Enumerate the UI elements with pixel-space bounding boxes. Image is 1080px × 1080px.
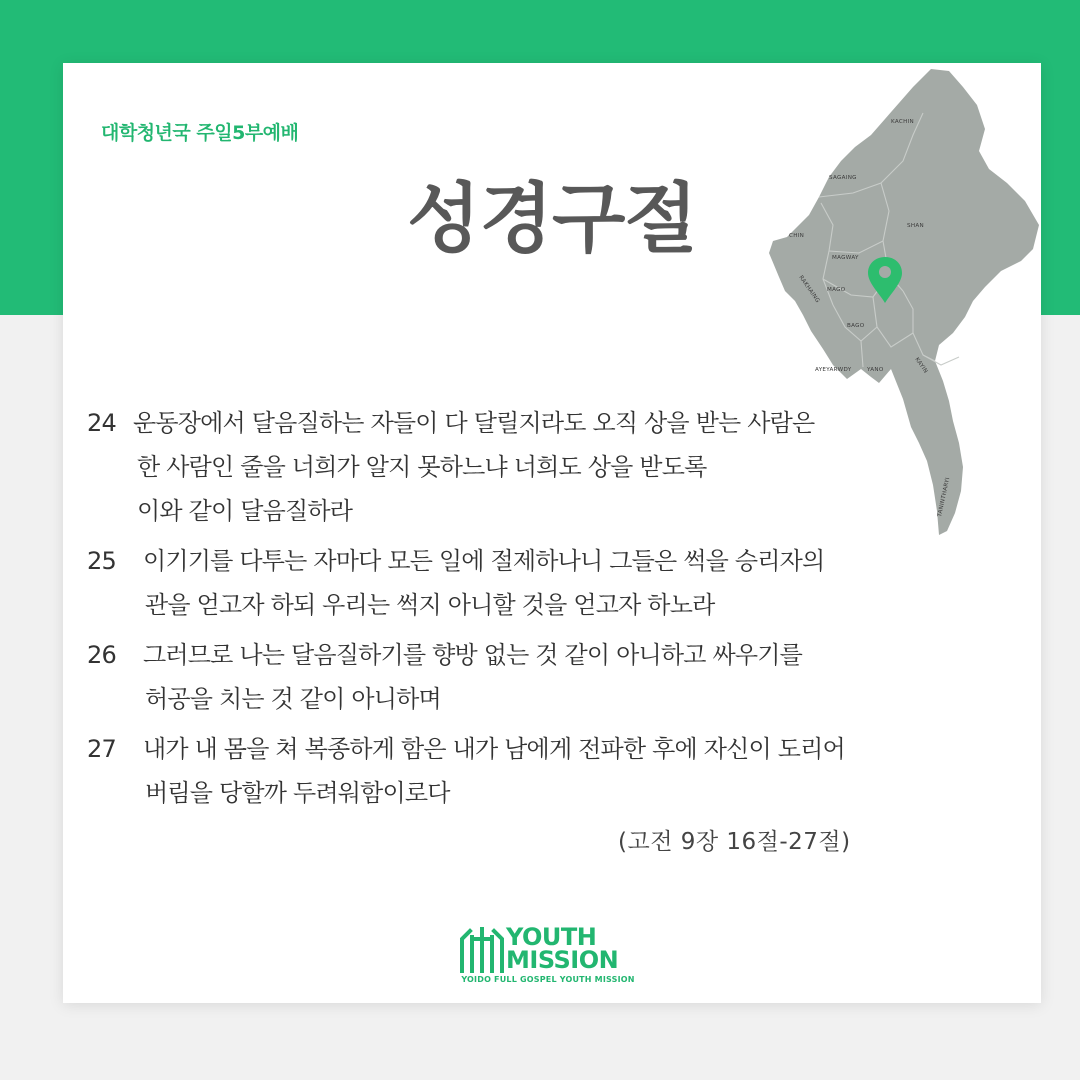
verse-25 [87, 539, 1007, 627]
verse-text-line: 관을 얻고자 하되 우리는 썩지 아니할 것을 얻고자 하노라 [145, 591, 715, 619]
map-label-mago: MAGO [827, 287, 846, 293]
map-label-sagaing: SAGAING [829, 175, 857, 181]
service-label: 대학청년국 주일5부예배 [101, 122, 299, 144]
verse-text-line: 한 사람인 줄을 너희가 알지 못하느냐 너희도 상을 받도록 [137, 453, 707, 481]
verse-24 [87, 401, 1007, 533]
verse-text-line: 버림을 당할까 두려워함이로다 [145, 779, 450, 807]
map-label-ayeyarwdy: AYEYARWDY [815, 367, 852, 373]
verse-text-line: 그러므로 나는 달음질하기를 향방 없는 것 같이 아니하고 싸우기를 [143, 641, 802, 669]
page-title: 성경구절 [407, 174, 697, 263]
map-label-chin: CHIN [789, 233, 805, 239]
verse-number: 26 [87, 641, 116, 669]
map-label-kachin: KACHIN [891, 119, 915, 125]
verse-text-line: 이기기를 다투는 자마다 모든 일에 절제하나니 그들은 썩을 승리자의 [143, 547, 825, 575]
verse-text-line: 허공을 치는 것 같이 아니하며 [145, 685, 441, 713]
youth-mission-logo [448, 921, 648, 987]
map-label-kayin: KAYIN [913, 356, 929, 375]
map-label-tanintharyi: TANINTHARYI [937, 476, 952, 518]
verse-text-line: 운동장에서 달음질하는 자들이 다 달릴지라도 오직 상을 받는 사람은 [133, 409, 815, 437]
scripture-reference: (고전 9장 16절-27절) [618, 829, 851, 855]
verse-number: 24 [87, 409, 116, 437]
map-label-rakhaing: RAKHAING [797, 274, 821, 305]
verse-text-line: 내가 내 몸을 쳐 복종하게 함은 내가 남에게 전파한 후에 자신이 도리어 [143, 735, 845, 763]
logo-word-youth: YOUTH [506, 923, 597, 951]
map-label-yano: YANO [867, 367, 884, 373]
map-label-shan: SHAN [907, 223, 924, 229]
verse-number: 25 [87, 547, 116, 575]
map-label-magway: MAGWAY [832, 255, 859, 261]
verse-list [87, 401, 1007, 821]
verse-number: 27 [87, 735, 116, 763]
map-label-bago: BAGO [847, 323, 865, 329]
verse-text-line: 이와 같이 달음질하라 [137, 497, 353, 525]
verse-27 [87, 727, 1007, 815]
verse-26 [87, 633, 1007, 721]
content-card [63, 63, 1041, 1003]
logo-subtitle: YOIDO FULL GOSPEL YOUTH MISSION [461, 975, 635, 984]
logo-word-mission: MISSION [506, 946, 619, 974]
cross-pillars-icon [456, 925, 504, 973]
